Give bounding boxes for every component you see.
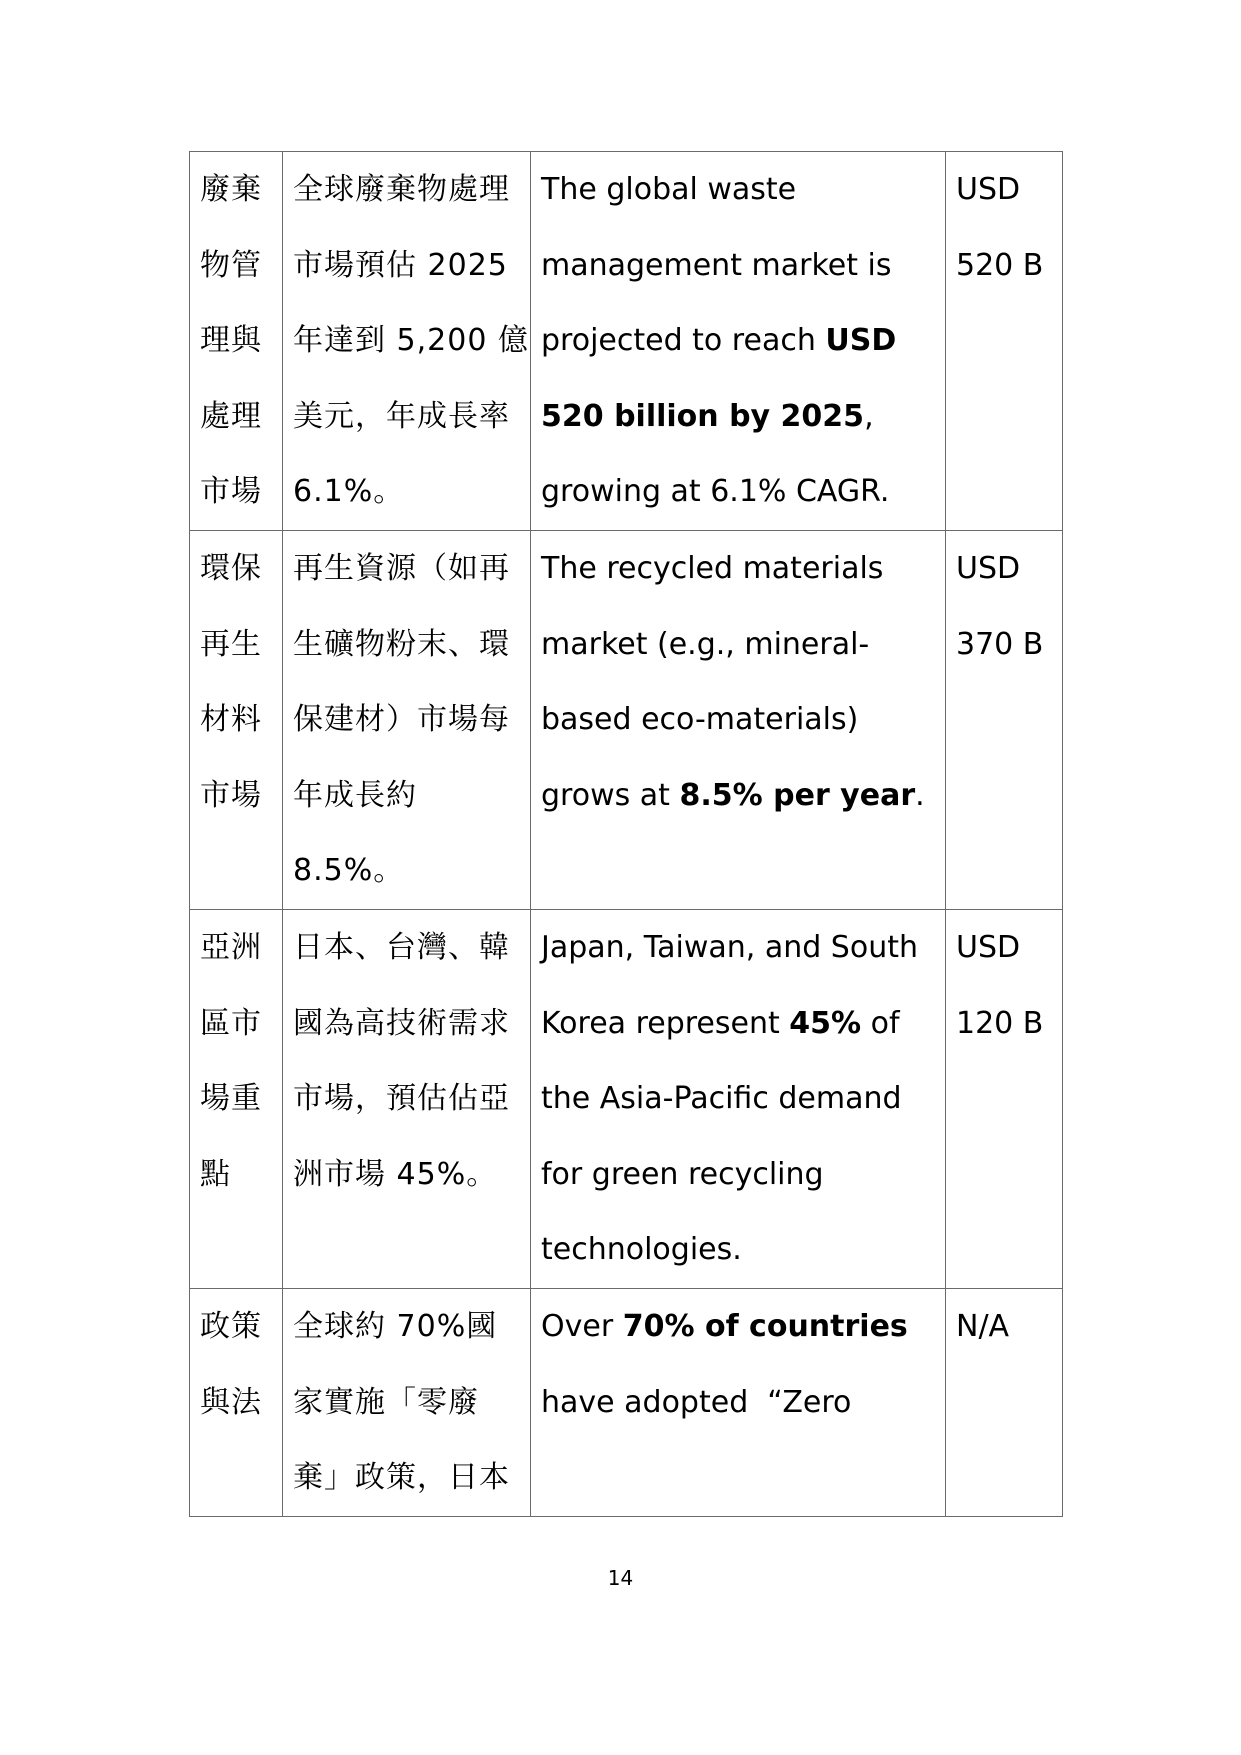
- table-row: [190, 531, 1063, 910]
- value-line: USD: [956, 172, 1021, 207]
- category-line: 環保: [200, 551, 262, 586]
- en-text: The recycled materials: [541, 551, 884, 586]
- en-bold-text: 70% of countries: [622, 1309, 908, 1344]
- en-line: [541, 1061, 945, 1137]
- english-description-cell: [531, 152, 946, 531]
- english-description-cell: [531, 910, 946, 1289]
- zh-line: 年達到 5,200 億: [293, 323, 529, 358]
- value-line: 120 B: [956, 1005, 1044, 1041]
- en-text: of: [861, 1005, 900, 1041]
- zh-line: 國為高技術需求: [293, 1005, 510, 1041]
- category-line: 市場: [200, 474, 262, 509]
- chinese-description-cell: [283, 1289, 531, 1517]
- en-text: Over: [541, 1309, 623, 1344]
- category-line: 再生: [200, 626, 262, 662]
- category-line: 市場: [200, 777, 262, 813]
- en-text: Korea represent: [541, 1005, 790, 1041]
- en-line: [541, 303, 945, 379]
- category-line: 點: [200, 1156, 231, 1192]
- en-line: [541, 152, 945, 228]
- table-row: [190, 1289, 1063, 1517]
- en-line: [541, 1137, 945, 1213]
- english-description-cell: [531, 531, 946, 910]
- en-line: [541, 1289, 945, 1365]
- en-line: [541, 758, 945, 834]
- en-line: [541, 986, 945, 1062]
- en-line: [541, 682, 945, 758]
- category-line: 理與: [200, 323, 262, 358]
- en-text: grows at: [541, 777, 680, 813]
- zh-line: 保建材）市場每: [293, 702, 510, 737]
- zh-line: 日本、台灣、韓: [293, 930, 510, 965]
- category-line: 亞洲: [200, 930, 262, 965]
- en-line: [541, 1365, 945, 1441]
- zh-line: 年成長約: [293, 777, 417, 813]
- market-data-table: [189, 151, 1063, 1517]
- en-text: have adopted “Zero: [541, 1384, 852, 1420]
- market-value-cell: [946, 152, 1063, 531]
- zh-line: 美元，年成長率: [293, 398, 510, 434]
- table-body: [190, 152, 1063, 1517]
- en-line: [541, 379, 945, 455]
- zh-line: 市場預估 2025: [293, 247, 508, 283]
- zh-line: 家實施「零廢: [293, 1384, 479, 1420]
- category-line: 與法: [200, 1384, 262, 1420]
- chinese-description-cell: [283, 910, 531, 1289]
- en-text: .: [915, 777, 925, 813]
- market-value-cell: [946, 531, 1063, 910]
- table-row: [190, 910, 1063, 1289]
- category-line: 處理: [200, 398, 262, 434]
- zh-line: 全球約 70%國: [293, 1309, 498, 1344]
- en-text: based eco-materials): [541, 702, 859, 737]
- zh-line: 6.1%。: [293, 474, 405, 509]
- market-value-cell: [946, 1289, 1063, 1517]
- value-line: 370 B: [956, 626, 1044, 662]
- en-text: technologies.: [541, 1232, 742, 1267]
- category-cell: [190, 910, 283, 1289]
- category-line: 區市: [200, 1005, 262, 1041]
- en-text: Japan, Taiwan, and South: [541, 930, 918, 965]
- zh-line: 全球廢棄物處理: [293, 172, 510, 207]
- category-line: 廢棄: [200, 172, 262, 207]
- en-text: market (e.g., mineral-: [541, 626, 870, 662]
- category-line: 場重: [200, 1081, 262, 1116]
- value-line: USD: [956, 930, 1021, 965]
- category-line: 物管: [200, 247, 262, 283]
- en-bold-text: USD: [825, 323, 897, 358]
- category-cell: [190, 531, 283, 910]
- category-line: 材料: [200, 702, 262, 737]
- en-text: ,: [864, 398, 874, 434]
- en-bold-text: 45%: [789, 1005, 862, 1041]
- en-line: [541, 910, 945, 986]
- en-text: The global waste: [541, 172, 797, 207]
- zh-line: 棄」政策，日本: [293, 1460, 510, 1495]
- zh-line: 生礦物粉末、環: [293, 626, 510, 662]
- en-line: [541, 531, 945, 607]
- en-text: the Asia-Pacific demand: [541, 1081, 902, 1116]
- table-row: [190, 152, 1063, 531]
- en-bold-text: 520 billion by 2025: [541, 398, 865, 434]
- zh-line: 市場，預估佔亞: [293, 1081, 510, 1116]
- value-line: N/A: [956, 1309, 1010, 1344]
- en-text: projected to reach: [541, 323, 826, 358]
- zh-line: 再生資源（如再: [293, 551, 510, 586]
- chinese-description-cell: [283, 152, 531, 531]
- english-description-cell: [531, 1289, 946, 1517]
- category-cell: [190, 1289, 283, 1517]
- en-bold-text: 8.5% per year: [679, 777, 916, 813]
- zh-line: 洲市場 45%。: [293, 1156, 498, 1192]
- chinese-description-cell: [283, 531, 531, 910]
- en-text: for green recycling: [541, 1156, 824, 1192]
- value-line: 520 B: [956, 247, 1044, 283]
- category-line: 政策: [200, 1309, 262, 1344]
- page-number: 14: [607, 1566, 634, 1590]
- zh-line: 8.5%。: [293, 853, 405, 888]
- en-line: [541, 1212, 945, 1288]
- en-line: [541, 228, 945, 304]
- market-value-cell: [946, 910, 1063, 1289]
- en-line: [541, 607, 945, 683]
- value-line: USD: [956, 551, 1021, 586]
- category-cell: [190, 152, 283, 531]
- en-text: growing at 6.1% CAGR.: [541, 474, 890, 509]
- en-line: [541, 454, 945, 530]
- en-text: management market is: [541, 247, 892, 283]
